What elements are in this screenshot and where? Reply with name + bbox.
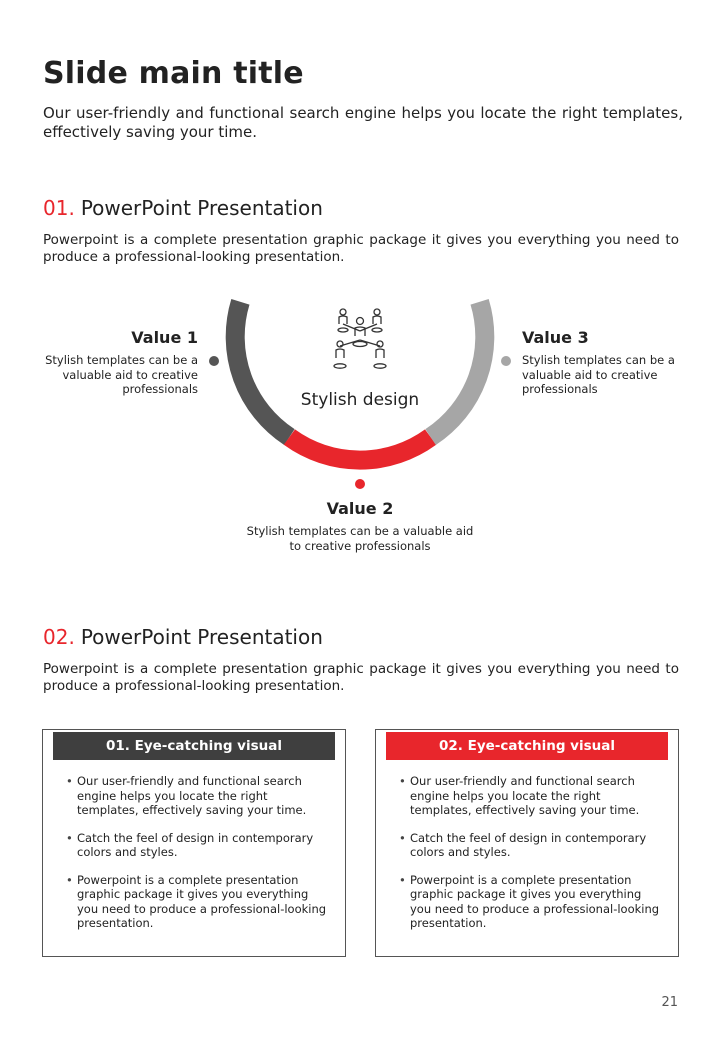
card-1-header: 01. Eye-catching visual (53, 732, 335, 760)
section-2-text: Powerpoint is a complete presentation graphic package it gives you everything you need to produce a professional-looking presentation. (43, 661, 679, 694)
value-3-desc: Stylish templates can be a valuable aid to creative professionals (522, 353, 675, 396)
section-2-title: PowerPoint Presentation (80, 625, 323, 649)
ring-segment-dark (235, 302, 289, 437)
value-1-title: Value 1 (131, 328, 198, 347)
card-1-bullet: • Powerpoint is a complete presentation graphic package it gives you everything you need to produce a professional-looking presentation. (77, 873, 327, 931)
value-2-dot (355, 479, 365, 489)
card-1-bullet: • Our user-friendly and functional search engine helps you locate the right templates, effectively saving your time. (77, 774, 327, 818)
value-1-desc: Stylish templates can be a valuable aid to creative professionals (45, 353, 198, 396)
ring-segment-gray (431, 302, 485, 437)
center-label: Stylish design (300, 390, 420, 410)
slide-title: Slide main title (43, 56, 304, 91)
slide-subtitle: Our user-friendly and functional search engine helps you locate the right templates, effectively saving your time. (43, 104, 683, 141)
section-1-number: 01. (43, 196, 75, 220)
card-2-bullet: • Our user-friendly and functional search engine helps you locate the right templates, effectively saving your time. (410, 774, 660, 818)
value-3-dot (501, 356, 511, 366)
section-2-heading (43, 625, 323, 649)
section-2-number: 02. (43, 625, 75, 649)
page-number: 21 (661, 995, 678, 1010)
section-1-heading (43, 196, 323, 220)
card-2-bullet-list (410, 774, 660, 944)
card-2-header: 02. Eye-catching visual (386, 732, 668, 760)
card-2-bullet: • Catch the feel of design in contemporary colors and styles. (410, 831, 660, 860)
card-1-bullet-list (77, 774, 327, 944)
section-1-title: PowerPoint Presentation (80, 196, 323, 220)
card-1-bullet: • Catch the feel of design in contemporary colors and styles. (77, 831, 327, 860)
card-1 (42, 729, 346, 957)
value-1-dot (209, 356, 219, 366)
value-2-title: Value 2 (326, 499, 394, 518)
ring-segment-red (289, 437, 430, 460)
people-network-icon (328, 306, 392, 374)
section-1-text: Powerpoint is a complete presentation graphic package it gives you everything you need to produce a professional-looking presentation. (43, 232, 679, 265)
value-2-desc: Stylish templates can be a valuable aid to creative professionals (246, 524, 474, 553)
value-3-title: Value 3 (522, 328, 589, 347)
card-2-bullet: • Powerpoint is a complete presentation graphic package it gives you everything you need to produce a professional-looking presentation. (410, 873, 660, 931)
card-2 (375, 729, 679, 957)
